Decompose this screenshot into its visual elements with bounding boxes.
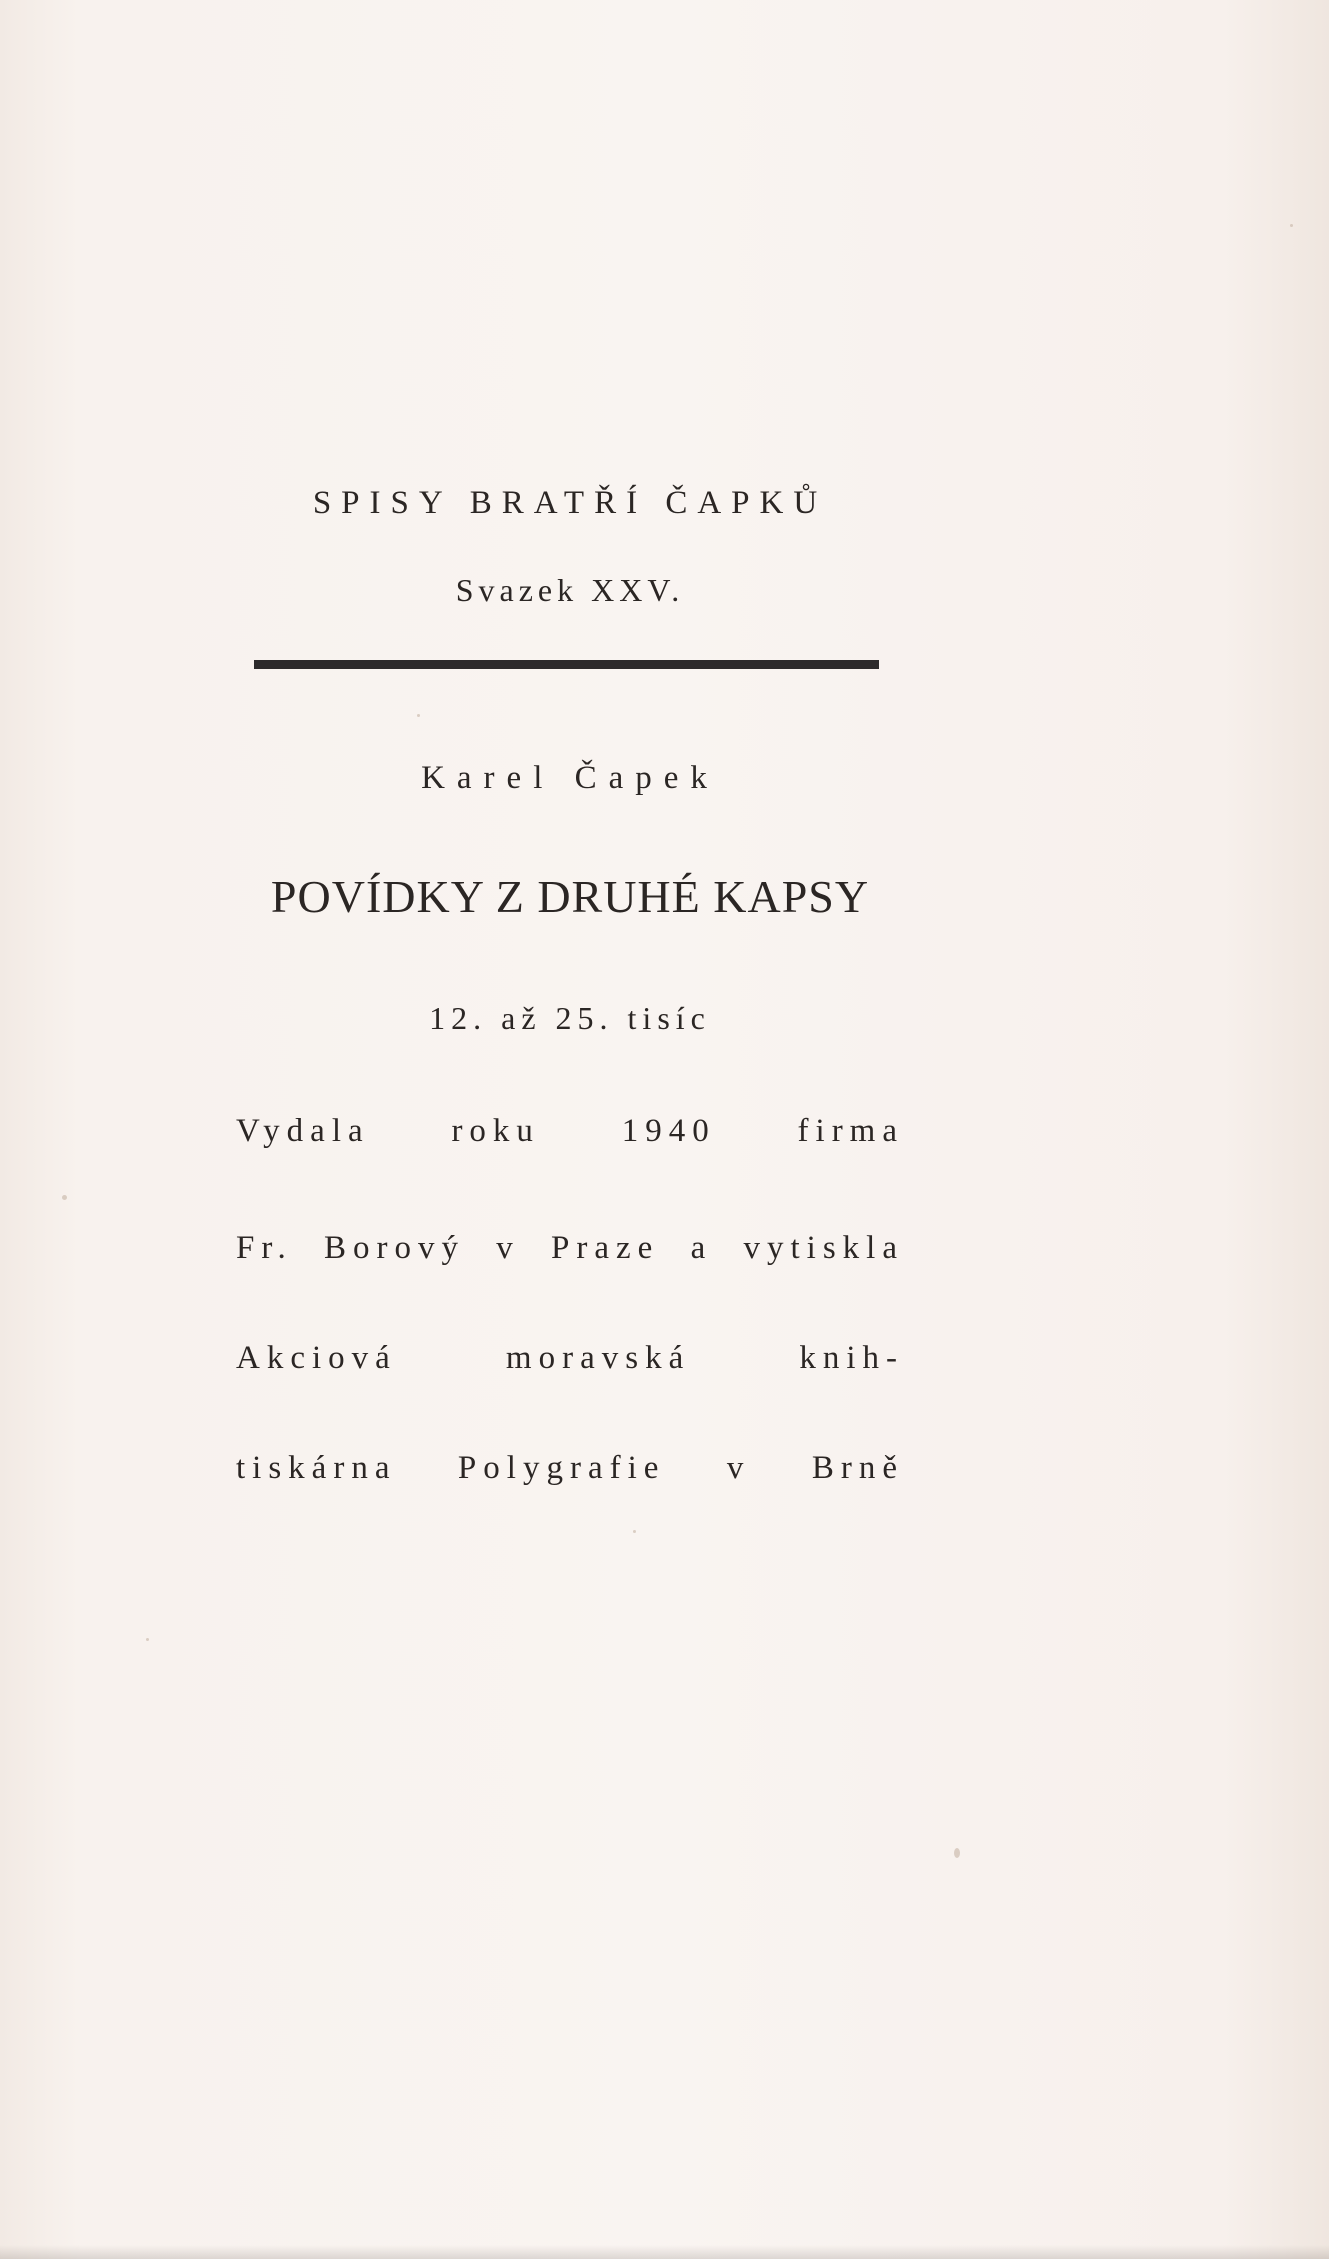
paper-speck (417, 714, 420, 717)
edition-info: 12. až 25. tisíc (429, 1000, 711, 1036)
volume-number: Svazek XXV. (455, 572, 685, 608)
paper-speck (146, 1638, 149, 1641)
book-title: POVÍDKY Z DRUHÉ KAPSY (270, 871, 870, 922)
imprint-line-3: Akciová moravská knih- (236, 1340, 904, 1376)
paper-speck (633, 1530, 636, 1533)
paper-speck (62, 1195, 67, 1200)
series-title: SPISY BRATŘÍ ČAPKŮ (312, 485, 828, 521)
paper-speck (954, 1848, 960, 1858)
author-name: Karel Čapek (421, 760, 719, 796)
imprint-line-2: Fr. Borový v Praze a vytiskla (236, 1230, 904, 1266)
imprint-line-4: tiskárna Polygrafie v Brně (236, 1450, 904, 1486)
divider-rule (254, 660, 879, 669)
imprint-line-1: Vydala roku 1940 firma (236, 1113, 904, 1149)
paper-speck (1290, 224, 1293, 227)
